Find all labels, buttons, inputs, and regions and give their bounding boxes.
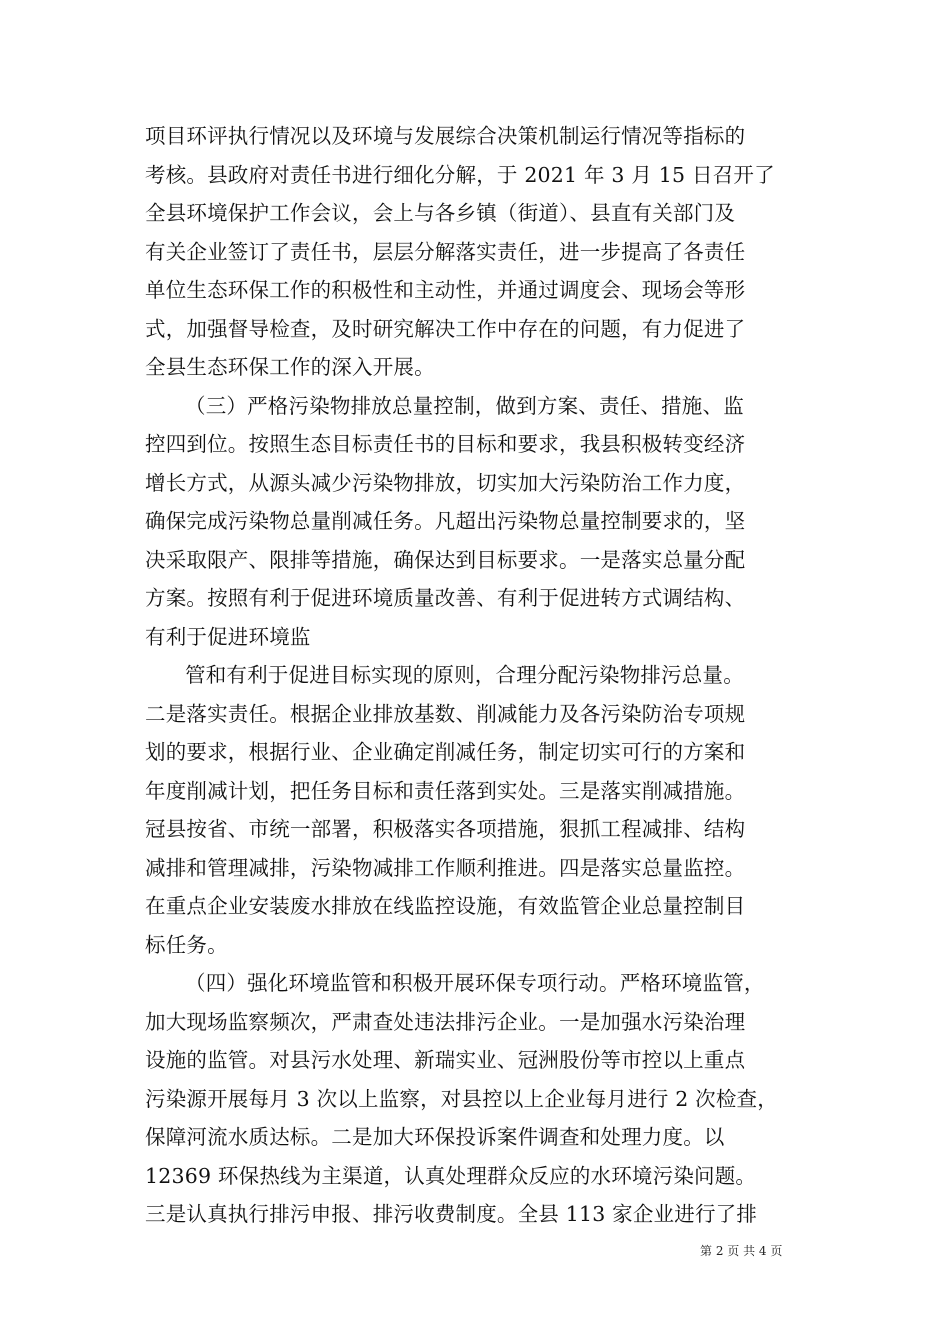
text-line: 项目环评执行情况以及环境与发展综合决策机制运行情况等指标的 <box>145 124 746 148</box>
page-number-footer: 第 2 页 共 4 页 <box>700 1244 783 1258</box>
document-body <box>145 117 807 1234</box>
text-line: 决采取限产、限排等措施，确保达到目标要求。一是落实总量分配 <box>145 547 746 572</box>
text-line: 冠县按省、市统一部署，积极落实各项措施，狠抓工程减排、结构 <box>145 817 746 841</box>
text-line: 单位生态环保工作的积极性和主动性，并通过调度会、现场会等形 <box>145 278 746 302</box>
text-line: 加大现场监察频次，严肃查处违法排污企业。一是加强水污染治理 <box>145 1009 746 1034</box>
section-heading-line: （三）严格污染物排放总量控制，做到方案、责任、措施、监 <box>185 393 744 418</box>
text-line: 标任务。 <box>145 932 228 957</box>
text-line: 设施的监管。对县污水处理、新瑞实业、冠洲股份等市控以上重点 <box>145 1048 746 1072</box>
text-line: 控四到位。按照生态目标责任书的目标和要求，我县积极转变经济 <box>145 432 746 456</box>
text-line: 全县环境保护工作会议，会上与各乡镇（街道）、县直有关部门及 <box>145 201 736 225</box>
text-line: 减排和管理减排，污染物减排工作顺利推进。四是落实总量监控。 <box>145 855 746 880</box>
text-line: 有关企业签订了责任书，层层分解落实责任，进一步提高了各责任 <box>145 239 746 264</box>
text-line: 方案。按照有利于促进环境质量改善、有利于促进转方式调结构、 <box>145 586 746 610</box>
text-line: 划的要求，根据行业、企业确定削减任务，制定切实可行的方案和 <box>145 740 746 764</box>
text-line: 式，加强督导检查，及时研究解决工作中存在的问题，有力促进了 <box>145 316 746 341</box>
text-line: 在重点企业安装废水排放在线监控设施，有效监管企业总量控制目 <box>145 894 746 918</box>
text-line: 保障河流水质达标。二是加大环保投诉案件调查和处理力度。以 <box>145 1125 725 1149</box>
text-line: 确保完成污染物总量削减任务。凡超出污染物总量控制要求的，坚 <box>145 509 746 533</box>
paragraph-start-line: 管和有利于促进目标实现的原则，合理分配污染物排污总量。 <box>185 663 744 687</box>
section-heading-line: （四）强化环境监管和积极开展环保专项行动。严格环境监管， <box>185 971 765 995</box>
text-line: 年度削减计划，把任务目标和责任落到实处。三是落实削减措施。 <box>145 778 746 803</box>
text-line: 二是落实责任。根据企业排放基数、削减能力及各污染防治专项规 <box>145 701 746 726</box>
text-line: 三是认真执行排污申报、排污收费制度。全县 113 家企业进行了排 <box>145 1202 758 1226</box>
text-line: 12369 环保热线为主渠道，认真处理群众反应的水环境污染问题。 <box>145 1163 757 1188</box>
text-line: 污染源开展每月 3 次以上监察，对县控以上企业每月进行 2 次检查， <box>145 1086 778 1111</box>
text-line: 增长方式，从源头减少污染物排放，切实加大污染防治工作力度， <box>145 470 746 495</box>
text-line: 有利于促进环境监 <box>145 624 311 649</box>
text-line: 全县生态环保工作的深入开展。 <box>145 355 435 379</box>
text-line: 考核。县政府对责任书进行细化分解，于 2021 年 3 月 15 日召开了 <box>145 162 775 187</box>
